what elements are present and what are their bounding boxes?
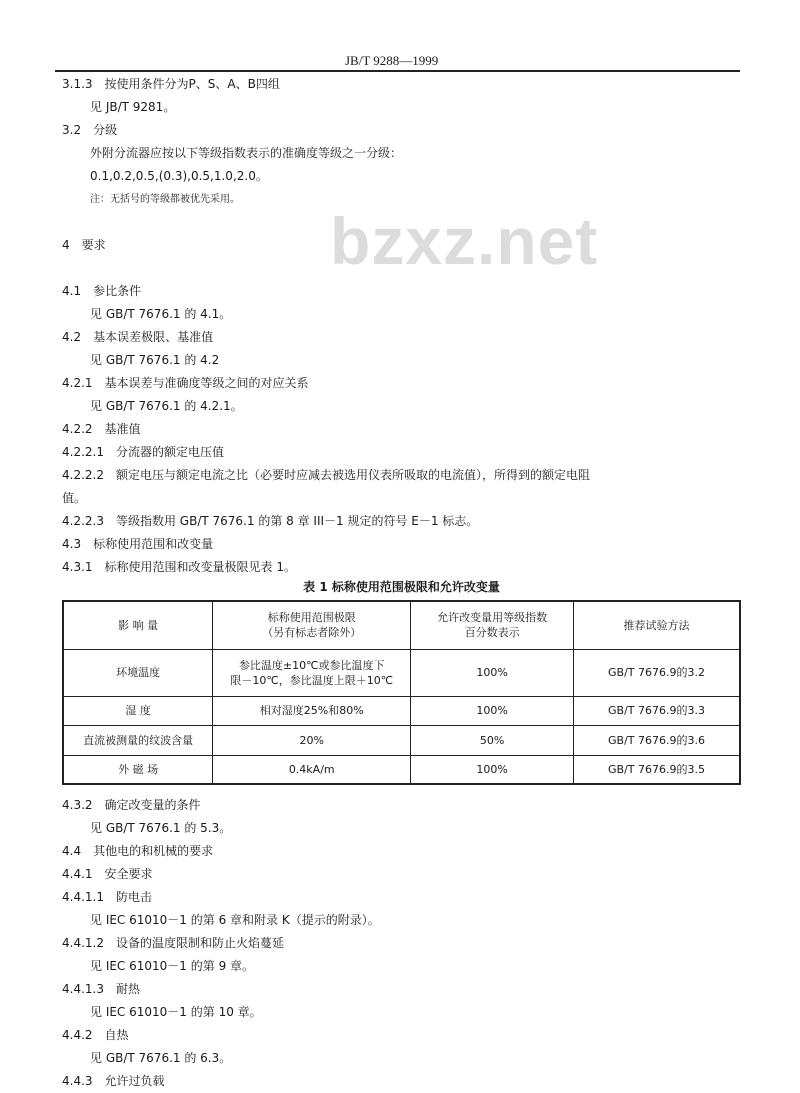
section-title: 确定改变量的条件 bbox=[104, 798, 201, 812]
section-title: 标称使用范围和改变量 bbox=[93, 537, 214, 551]
table-cell: 100% bbox=[411, 649, 574, 696]
section-number: 4.4.3 bbox=[62, 1074, 93, 1088]
section-heading bbox=[62, 886, 152, 909]
section-number: 4.4 bbox=[62, 844, 82, 858]
section-heading bbox=[62, 280, 141, 303]
section-number: 4.3.2 bbox=[62, 798, 93, 812]
table-cell: 100% bbox=[411, 755, 574, 784]
section-number: 4.2.2.3 bbox=[62, 514, 104, 528]
section-number: 4.2.2 bbox=[62, 422, 93, 436]
table-cell: GB/T 7676.9的3.6 bbox=[573, 725, 740, 755]
section-title: 标称使用范围和改变量极限见表 1。 bbox=[104, 560, 296, 574]
paragraph: 见 IEC 61010－1 的第 9 章。 bbox=[90, 959, 255, 973]
section-title: 等级指数用 GB/T 7676.1 的第 8 章 III－1 规定的符号 E－1 标志。 bbox=[115, 514, 479, 528]
table-row bbox=[63, 696, 740, 725]
section-title: 设备的温度限制和防止火焰蔓延 bbox=[115, 936, 284, 950]
section-title: 参比条件 bbox=[93, 284, 142, 298]
section-number: 4.4.1.3 bbox=[62, 982, 104, 996]
table-caption: 表 1 标称使用范围极限和允许改变量 bbox=[303, 580, 500, 594]
section-heading bbox=[62, 794, 201, 817]
table-1 bbox=[62, 600, 741, 785]
section-number: 4.4.1.1 bbox=[62, 890, 104, 904]
section-heading bbox=[62, 234, 106, 257]
table-cell: 湿 度 bbox=[63, 696, 213, 725]
section-number: 4.4.2 bbox=[62, 1028, 93, 1042]
paragraph: 见 JB/T 9281。 bbox=[90, 100, 176, 114]
section-title: 允许过负载 bbox=[104, 1074, 165, 1088]
table-cell: 外 磁 场 bbox=[63, 755, 213, 784]
paragraph: 见 IEC 61010－1 的第 6 章和附录 K（提示的附录）。 bbox=[90, 913, 380, 927]
table-row bbox=[63, 649, 740, 696]
section-heading bbox=[62, 211, 74, 234]
section-number: 4.4.1.2 bbox=[62, 936, 104, 950]
table-cell: 0.4kA/m bbox=[213, 755, 411, 784]
section-title: 分级 bbox=[93, 123, 118, 137]
table-cell: 环境温度 bbox=[63, 649, 213, 696]
paragraph: 值。 bbox=[62, 491, 87, 505]
section-number: 4.1 bbox=[62, 284, 82, 298]
table-cell: 20% bbox=[213, 725, 411, 755]
table-cell: GB/T 7676.9的3.5 bbox=[573, 755, 740, 784]
section-heading bbox=[62, 326, 213, 349]
section-title: 安全要求 bbox=[104, 867, 153, 881]
watermark: bzxz.net bbox=[330, 204, 599, 278]
section-title: 要求 bbox=[81, 238, 106, 252]
section-heading bbox=[62, 418, 141, 441]
table-header-row bbox=[63, 601, 740, 649]
table-cell: GB/T 7676.9的3.3 bbox=[573, 696, 740, 725]
section-heading bbox=[62, 932, 284, 955]
paragraph: 见 GB/T 7676.1 的 6.3。 bbox=[90, 1051, 232, 1065]
section-title: 防电击 bbox=[115, 890, 152, 904]
section-heading bbox=[62, 372, 309, 395]
header-rule bbox=[55, 70, 740, 72]
section-number: 4.2.1 bbox=[62, 376, 93, 390]
section-title: 额定电压与额定电流之比（必要时应减去被选用仪表所吸取的电流值），所得到的额定电阻 bbox=[115, 468, 590, 482]
section-title: 自热 bbox=[104, 1028, 129, 1042]
section-title: 耐热 bbox=[115, 982, 140, 996]
section-number: 3.1.3 bbox=[62, 77, 93, 91]
section-heading bbox=[62, 978, 140, 1001]
section-heading bbox=[62, 119, 117, 142]
section-heading bbox=[62, 257, 74, 280]
section-number: 4.2.2.2 bbox=[62, 468, 104, 482]
section-title: 基准值 bbox=[104, 422, 141, 436]
section-number: 4.3 bbox=[62, 537, 82, 551]
paragraph: 见 GB/T 7676.1 的 4.2 bbox=[90, 353, 220, 367]
section-heading bbox=[62, 840, 213, 863]
section-number: 3.2 bbox=[62, 123, 82, 137]
table-cell: 直流被测量的纹波含量 bbox=[63, 725, 213, 755]
table-cell: 标称使用范围极限 （另有标志者除外） bbox=[213, 601, 411, 649]
table-cell: 推荐试验方法 bbox=[573, 601, 740, 649]
section-number: 4 bbox=[62, 238, 70, 252]
table-cell: 允许改变量用等级指数 百分数表示 bbox=[411, 601, 574, 649]
table-cell: 相对湿度25%和80% bbox=[213, 696, 411, 725]
section-number: 4.3.1 bbox=[62, 560, 93, 574]
table-row bbox=[63, 755, 740, 784]
table-cell: 50% bbox=[411, 725, 574, 755]
section-heading bbox=[62, 1070, 165, 1093]
paragraph: 注：无括号的等级都被优先采用。 bbox=[90, 194, 240, 205]
paragraph: 见 GB/T 7676.1 的 4.2.1。 bbox=[90, 399, 243, 413]
section-heading bbox=[62, 464, 590, 487]
section-heading bbox=[62, 510, 478, 533]
paragraph: 外附分流器应按以下等级指数表示的准确度等级之一分级： bbox=[90, 146, 403, 160]
table-cell: 影 响 量 bbox=[63, 601, 213, 649]
section-title: 基本误差与准确度等级之间的对应关系 bbox=[104, 376, 309, 390]
section-title: 基本误差极限、基准值 bbox=[93, 330, 214, 344]
section-number: 4.2 bbox=[62, 330, 82, 344]
section-heading bbox=[62, 533, 213, 556]
table-cell: 参比温度±10℃或参比温度下 限－10℃，参比温度上限＋10℃ bbox=[213, 649, 411, 696]
section-title: 其他电的和机械的要求 bbox=[93, 844, 214, 858]
section-heading bbox=[62, 441, 224, 464]
table-cell: 100% bbox=[411, 696, 574, 725]
section-heading bbox=[62, 73, 280, 96]
paragraph: 见 GB/T 7676.1 的 4.1。 bbox=[90, 307, 232, 321]
section-title: 分流器的额定电压值 bbox=[115, 445, 224, 459]
section-number: 4.2.2.1 bbox=[62, 445, 104, 459]
paragraph: 见 GB/T 7676.1 的 5.3。 bbox=[90, 821, 232, 835]
body-text-bottom bbox=[62, 794, 752, 1093]
table-row bbox=[63, 725, 740, 755]
section-title: 按使用条件分为P、S、A、B四组 bbox=[104, 77, 280, 91]
table-cell: GB/T 7676.9的3.2 bbox=[573, 649, 740, 696]
paragraph: 见 IEC 61010－1 的第 10 章。 bbox=[90, 1005, 262, 1019]
section-heading bbox=[62, 863, 153, 886]
body-text-top bbox=[62, 73, 752, 579]
section-heading bbox=[62, 1024, 129, 1047]
section-number: 4.4.1 bbox=[62, 867, 93, 881]
paragraph: 0.1,0.2,0.5,(0.3),0.5,1.0,2.0。 bbox=[90, 169, 268, 183]
document-header: JB/T 9288—1999 bbox=[345, 53, 439, 68]
